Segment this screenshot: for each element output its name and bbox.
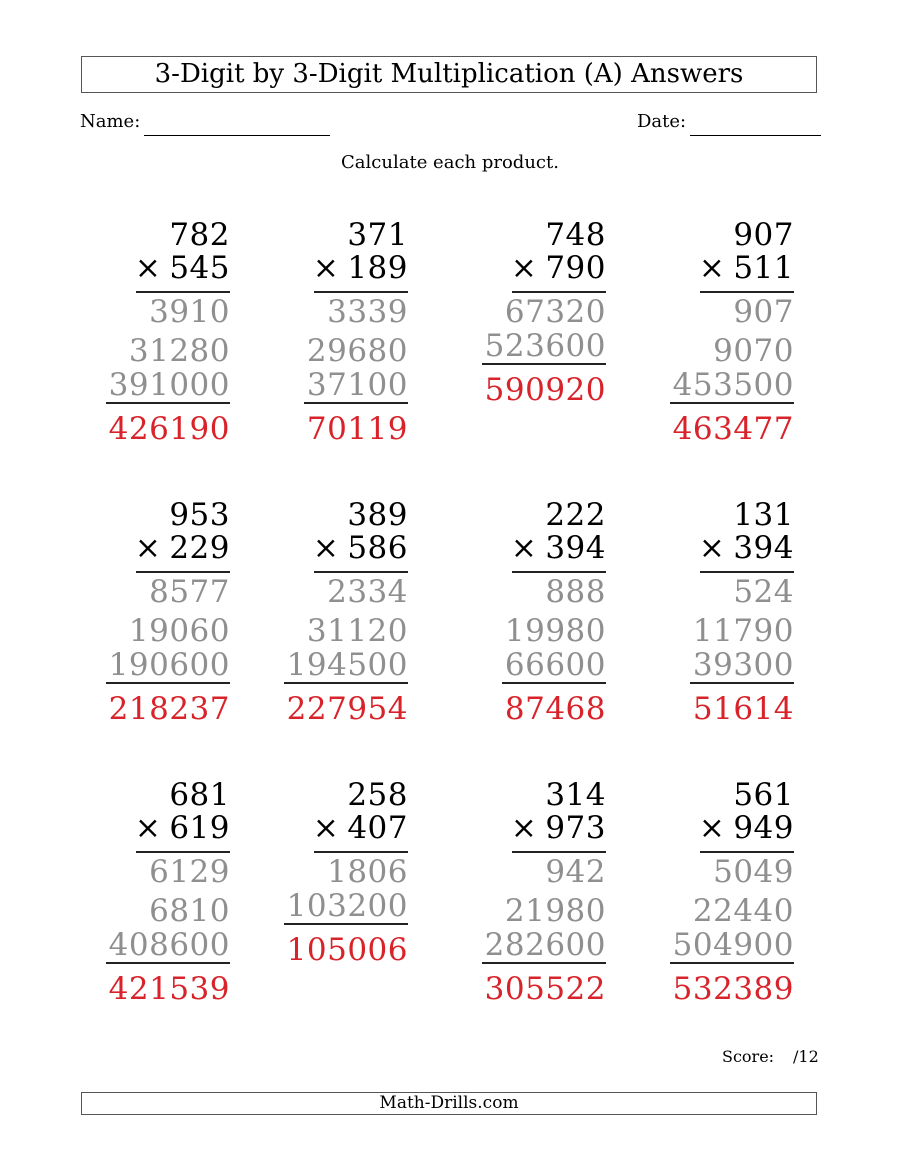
- footer-site-name: Math-Drills.com: [81, 1092, 817, 1115]
- answer-rule: [512, 291, 606, 293]
- partial-product-value: 524: [733, 574, 794, 610]
- multiplier: [699, 251, 794, 285]
- times-symbol: ×: [698, 530, 726, 566]
- answer-rule: [482, 962, 606, 964]
- partial-product-value: 37100: [306, 367, 408, 403]
- partial-product: [733, 575, 794, 609]
- problem-7: [406, 498, 606, 748]
- answer-rule: [670, 402, 794, 404]
- partial-product-value: 523600: [484, 328, 606, 364]
- partial-product-value: 907: [733, 294, 794, 330]
- problem-4: [594, 218, 794, 468]
- partial-product-value: 22440: [692, 893, 794, 929]
- problem-11: [406, 778, 606, 1028]
- partial-product: [713, 334, 794, 368]
- multiplicand: [347, 218, 408, 252]
- partial-product-value: 408600: [108, 927, 230, 963]
- partial-product: [307, 334, 408, 368]
- times-symbol: ×: [134, 250, 162, 286]
- partial-product-value: 11790: [692, 613, 794, 649]
- answer-rule: [700, 291, 794, 293]
- product-answer: [485, 373, 606, 407]
- partial-product: [307, 614, 408, 648]
- multiplier: [511, 531, 606, 565]
- product-answer-value: 227954: [286, 691, 408, 727]
- multiplier-value: 407: [347, 810, 408, 846]
- partial-product: [287, 889, 408, 923]
- multiplicand-value: 782: [169, 217, 230, 253]
- multiplicand: [347, 498, 408, 532]
- product-answer: [287, 933, 408, 967]
- problem-9: [30, 778, 230, 1028]
- answer-rule: [502, 682, 606, 684]
- problem-8: [594, 498, 794, 748]
- answer-rule: [284, 923, 408, 925]
- problem-12: [594, 778, 794, 1028]
- multiplier-value: 586: [347, 530, 408, 566]
- times-symbol: ×: [134, 810, 162, 846]
- product-answer: [693, 692, 794, 726]
- partial-product-value: 1806: [327, 854, 408, 890]
- answer-rule: [304, 402, 408, 404]
- partial-product: [327, 855, 408, 889]
- partial-product-value: 31120: [306, 613, 408, 649]
- multiplier: [511, 811, 606, 845]
- worksheet-title: 3-Digit by 3-Digit Multiplication (A) Answers: [81, 56, 817, 93]
- product-answer-value: 218237: [108, 691, 230, 727]
- multiplier-value: 394: [733, 530, 794, 566]
- partial-product-value: 453500: [672, 367, 794, 403]
- partial-product: [505, 295, 606, 329]
- multiplier-value: 229: [169, 530, 230, 566]
- partial-product-value: 8577: [149, 574, 230, 610]
- partial-product: [287, 648, 408, 682]
- partial-product-value: 3910: [149, 294, 230, 330]
- times-symbol: ×: [698, 810, 726, 846]
- answer-rule: [700, 851, 794, 853]
- partial-product-value: 190600: [108, 647, 230, 683]
- partial-product-value: 67320: [504, 294, 606, 330]
- multiplicand: [733, 218, 794, 252]
- partial-product-value: 282600: [484, 927, 606, 963]
- multiplicand-value: 131: [733, 497, 794, 533]
- answer-rule: [512, 571, 606, 573]
- times-symbol: ×: [510, 810, 538, 846]
- partial-product-value: 194500: [286, 647, 408, 683]
- partial-product-value: 6810: [149, 893, 230, 929]
- product-answer-value: 532389: [672, 971, 794, 1007]
- product-answer: [505, 692, 606, 726]
- partial-product: [307, 368, 408, 402]
- multiplier: [313, 811, 408, 845]
- multiplier: [699, 531, 794, 565]
- product-answer: [307, 412, 408, 446]
- multiplicand-value: 222: [545, 497, 606, 533]
- product-answer: [673, 972, 794, 1006]
- multiplicand-value: 314: [545, 777, 606, 813]
- partial-product-value: 391000: [108, 367, 230, 403]
- partial-product-value: 29680: [306, 333, 408, 369]
- partial-product-value: 19980: [504, 613, 606, 649]
- partial-product-value: 103200: [286, 888, 408, 924]
- partial-product: [485, 329, 606, 363]
- multiplicand-value: 561: [733, 777, 794, 813]
- partial-product-value: 2334: [327, 574, 408, 610]
- answer-rule: [314, 571, 408, 573]
- partial-product: [693, 894, 794, 928]
- multiplicand-value: 258: [347, 777, 408, 813]
- times-symbol: ×: [312, 810, 340, 846]
- multiplicand: [733, 778, 794, 812]
- partial-product-value: 19060: [128, 613, 230, 649]
- problem-3: [406, 218, 606, 468]
- answer-rule: [284, 682, 408, 684]
- product-answer-value: 70119: [306, 411, 408, 447]
- partial-product-value: 3339: [327, 294, 408, 330]
- partial-product: [733, 295, 794, 329]
- partial-product-value: 31280: [128, 333, 230, 369]
- partial-product: [505, 614, 606, 648]
- times-symbol: ×: [312, 250, 340, 286]
- multiplier-value: 949: [733, 810, 794, 846]
- times-symbol: ×: [312, 530, 340, 566]
- partial-product: [505, 648, 606, 682]
- product-answer-value: 463477: [672, 411, 794, 447]
- partial-product: [693, 648, 794, 682]
- partial-product: [673, 928, 794, 962]
- times-symbol: ×: [134, 530, 162, 566]
- multiplier-value: 394: [545, 530, 606, 566]
- partial-product: [327, 295, 408, 329]
- product-answer-value: 421539: [108, 971, 230, 1007]
- partial-product: [693, 614, 794, 648]
- partial-product-value: 39300: [692, 647, 794, 683]
- multiplicand-value: 681: [169, 777, 230, 813]
- product-answer-value: 590920: [484, 372, 606, 408]
- multiplier: [511, 251, 606, 285]
- partial-product-value: 9070: [713, 333, 794, 369]
- answer-rule: [512, 851, 606, 853]
- product-answer-value: 305522: [484, 971, 606, 1007]
- multiplicand-value: 748: [545, 217, 606, 253]
- score-total: /12: [793, 1047, 819, 1066]
- partial-product: [485, 928, 606, 962]
- times-symbol: ×: [698, 250, 726, 286]
- partial-product-value: 66600: [504, 647, 606, 683]
- partial-product-value: 21980: [504, 893, 606, 929]
- answer-rule: [314, 291, 408, 293]
- answer-rule: [690, 682, 794, 684]
- product-answer: [287, 692, 408, 726]
- partial-product-value: 942: [545, 854, 606, 890]
- product-answer-value: 87468: [504, 691, 606, 727]
- partial-product-value: 5049: [713, 854, 794, 890]
- multiplicand-value: 953: [169, 497, 230, 533]
- multiplier-value: 790: [545, 250, 606, 286]
- partial-product-value: 504900: [672, 927, 794, 963]
- product-answer-value: 51614: [692, 691, 794, 727]
- product-answer: [485, 972, 606, 1006]
- multiplicand-value: 371: [347, 217, 408, 253]
- problem-6: [208, 498, 408, 748]
- multiplier-value: 189: [347, 250, 408, 286]
- name-field-line[interactable]: [144, 135, 330, 136]
- multiplier: [313, 251, 408, 285]
- answer-rule: [314, 851, 408, 853]
- name-label: Name:: [80, 111, 141, 132]
- instructions: Calculate each product.: [341, 152, 559, 173]
- partial-product: [713, 855, 794, 889]
- multiplicand: [733, 498, 794, 532]
- multiplier-value: 545: [169, 250, 230, 286]
- multiplicand-value: 907: [733, 217, 794, 253]
- partial-product: [327, 575, 408, 609]
- multiplier: [699, 811, 794, 845]
- multiplier-value: 511: [733, 250, 794, 286]
- multiplier-value: 619: [169, 810, 230, 846]
- date-field-line[interactable]: [690, 135, 821, 136]
- partial-product-value: 6129: [149, 854, 230, 890]
- product-answer: [673, 412, 794, 446]
- multiplier-value: 973: [545, 810, 606, 846]
- partial-product: [505, 894, 606, 928]
- multiplier: [313, 531, 408, 565]
- problem-1: [30, 218, 230, 468]
- answer-rule: [700, 571, 794, 573]
- product-answer-value: 426190: [108, 411, 230, 447]
- problem-5: [30, 498, 230, 748]
- product-answer-value: 105006: [286, 932, 408, 968]
- score-label: Score:: [722, 1047, 775, 1066]
- partial-product: [673, 368, 794, 402]
- times-symbol: ×: [510, 530, 538, 566]
- multiplicand: [347, 778, 408, 812]
- date-label: Date:: [637, 111, 687, 132]
- partial-product-value: 888: [545, 574, 606, 610]
- answer-rule: [482, 363, 606, 365]
- multiplicand-value: 389: [347, 497, 408, 533]
- answer-rule: [670, 962, 794, 964]
- times-symbol: ×: [510, 250, 538, 286]
- problem-2: [208, 218, 408, 468]
- problem-10: [208, 778, 408, 1028]
